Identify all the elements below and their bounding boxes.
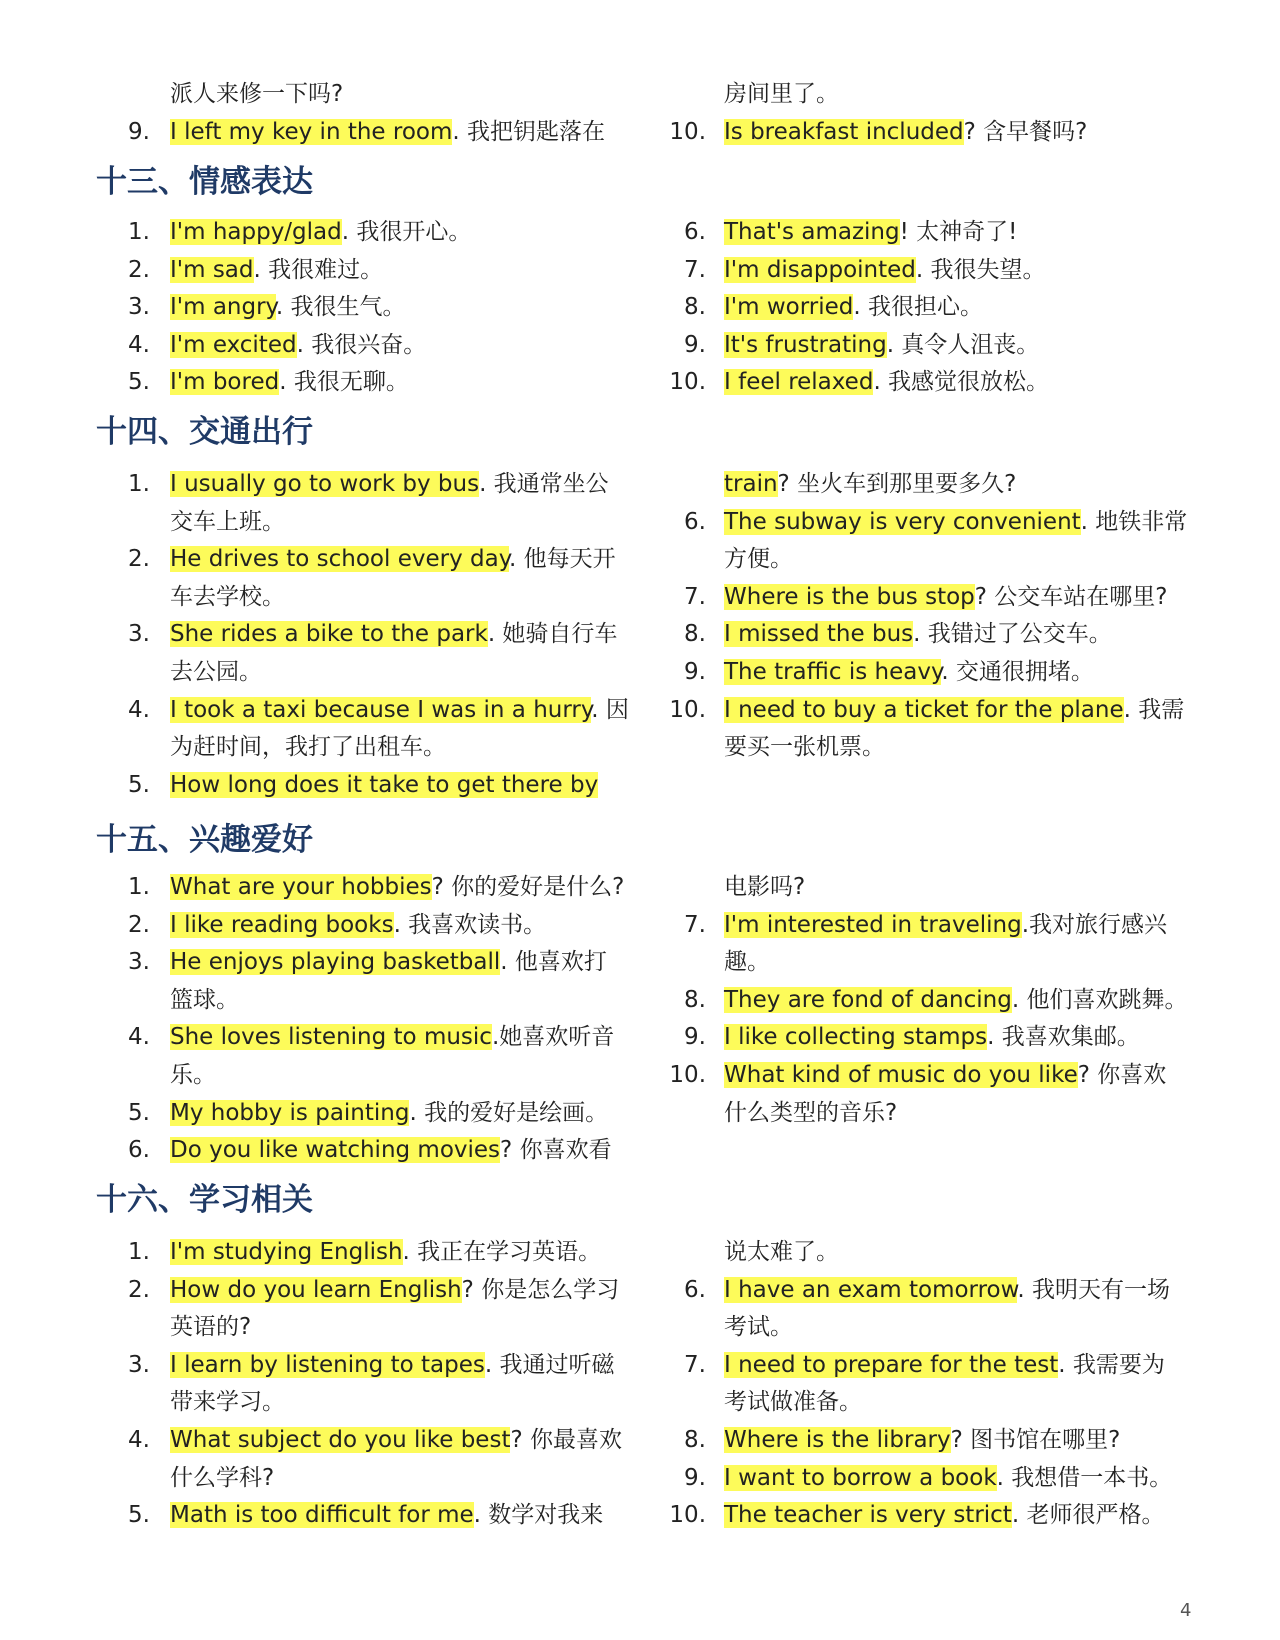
- item-number: 2.: [128, 1276, 150, 1303]
- sentence-line: [724, 76, 839, 112]
- sentence-line: [170, 982, 239, 1018]
- highlighted-english: I missed the bus: [724, 621, 914, 648]
- sentence-line: [724, 1347, 1165, 1383]
- sentence-line: [170, 1309, 251, 1345]
- highlighted-english: I have an exam tomorrow: [724, 1276, 1018, 1303]
- sentence-line: [170, 767, 598, 803]
- highlighted-english: I'm excited: [170, 331, 297, 358]
- sentence-line: [170, 579, 285, 615]
- highlighted-english: I feel relaxed: [724, 369, 874, 396]
- chinese-translation: ? 坐火车到那里要多久?: [777, 471, 1017, 497]
- chinese-translation: 篮球。: [170, 986, 239, 1013]
- item-number: 6.: [684, 1276, 706, 1303]
- chinese-translation: . 我喜欢读书。: [393, 911, 547, 938]
- highlighted-english: I took a taxi because I was in a hurry: [170, 696, 592, 723]
- item-number: 3.: [128, 949, 150, 976]
- chinese-translation: . 我感觉很放松。: [873, 369, 1050, 396]
- chinese-translation: 要买一张机票。: [724, 734, 885, 761]
- highlighted-english: I left my key in the room: [170, 118, 453, 145]
- item-number: 5.: [128, 1502, 150, 1529]
- section-heading: 十五、兴趣爱好: [96, 822, 313, 858]
- item-number: 1.: [128, 874, 150, 900]
- chinese-translation: 英语的?: [170, 1314, 252, 1341]
- sentence-line: [724, 1309, 793, 1345]
- sentence-line: [724, 541, 793, 577]
- chinese-translation: 为赶时间，我打了出租车。: [170, 734, 446, 761]
- highlighted-english: Do you like watching movies: [170, 1137, 501, 1164]
- chinese-translation: . 他每天开: [509, 546, 616, 573]
- sentence-line: [170, 944, 607, 980]
- chinese-translation: . 我很担心。: [853, 294, 983, 321]
- chinese-translation: 考试。: [724, 1314, 793, 1341]
- chinese-translation: ? 你的爱好是什么?: [431, 874, 625, 900]
- item-number: 4.: [128, 696, 150, 723]
- sentence-line: [724, 692, 1184, 728]
- chinese-translation: 带来学习。: [170, 1389, 285, 1416]
- highlighted-english: How long does it take to get there by: [170, 771, 599, 798]
- item-number: 9.: [684, 659, 706, 685]
- highlighted-english: Where is the library: [724, 1427, 951, 1453]
- highlighted-english: I need to prepare for the test: [724, 1351, 1059, 1378]
- chinese-translation: 乐。: [170, 1062, 216, 1088]
- sentence-line: [170, 541, 616, 577]
- item-number: 6.: [128, 1137, 150, 1164]
- chinese-translation: 电影吗?: [724, 874, 806, 900]
- chinese-translation: . 我错过了公交车。: [913, 621, 1112, 648]
- sentence-line: [724, 252, 1046, 288]
- chinese-translation: 车去学校。: [170, 583, 285, 610]
- chinese-translation: . 我需: [1123, 696, 1185, 723]
- sentence-line: [170, 616, 617, 652]
- sentence-line: [724, 1019, 1140, 1055]
- page-number: 4: [1180, 1600, 1192, 1621]
- item-number: 3.: [128, 621, 150, 648]
- sentence-line: [170, 289, 406, 325]
- sentence-line: [170, 214, 471, 250]
- chinese-translation: . 我把钥匙落在: [452, 118, 606, 145]
- sentence-line: [170, 869, 624, 905]
- sentence-line: [170, 1497, 603, 1533]
- item-number: 4.: [128, 331, 150, 358]
- sentence-line: [724, 364, 1049, 400]
- item-number: 7.: [684, 1351, 706, 1378]
- section-heading: 十四、交通出行: [96, 414, 313, 450]
- chinese-translation: . 我很无聊。: [279, 369, 409, 396]
- sentence-line: [724, 289, 983, 325]
- sentence-line: [170, 364, 409, 400]
- sentence-line: [170, 1384, 285, 1420]
- chinese-translation: ? 含早餐吗?: [963, 118, 1088, 145]
- item-number: 9.: [684, 1024, 706, 1051]
- highlighted-english: He drives to school every day: [170, 546, 510, 573]
- item-number: 1.: [128, 1239, 150, 1265]
- chinese-translation: . 他们喜欢跳舞。: [1011, 986, 1188, 1013]
- item-number: 10.: [669, 118, 706, 145]
- chinese-translation: . 我想借一本书。: [996, 1464, 1173, 1491]
- item-number: 4.: [128, 1427, 150, 1453]
- item-number: 10.: [669, 369, 706, 396]
- item-number: 8.: [684, 986, 706, 1013]
- highlighted-english: The teacher is very strict: [724, 1502, 1012, 1529]
- highlighted-english: What are your hobbies: [170, 874, 432, 900]
- chinese-translation: 方便。: [724, 546, 793, 573]
- chinese-translation: . 我明天有一场: [1017, 1276, 1170, 1303]
- item-number: 9.: [128, 118, 150, 145]
- sentence-line: [170, 907, 546, 943]
- item-number: 7.: [684, 583, 706, 610]
- item-number: 6.: [684, 219, 706, 245]
- sentence-line: [724, 1234, 839, 1270]
- item-number: 8.: [684, 621, 706, 648]
- highlighted-english: Is breakfast included: [724, 118, 964, 145]
- chinese-translation: . 交通很拥堵。: [941, 659, 1094, 685]
- highlighted-english: I'm happy/glad: [170, 219, 342, 245]
- sentence-line: [170, 1234, 601, 1270]
- sentence-line: [170, 114, 605, 150]
- item-number: 2.: [128, 546, 150, 573]
- sentence-line: [724, 466, 1016, 502]
- chinese-translation: . 我的爱好是绘画。: [409, 1099, 609, 1126]
- chinese-translation: 交车上班。: [170, 508, 285, 535]
- sentence-line: [170, 252, 383, 288]
- chinese-translation: ? 你喜欢看: [500, 1137, 612, 1164]
- highlighted-english: I'm disappointed: [724, 256, 916, 283]
- chinese-translation: . 地铁非常: [1080, 508, 1188, 535]
- highlighted-english: Math is too difficult for me: [170, 1502, 474, 1529]
- sentence-line: [170, 729, 446, 765]
- highlighted-english: train: [724, 471, 778, 497]
- sentence-line: [724, 1272, 1170, 1308]
- sentence-line: [170, 1095, 608, 1131]
- highlighted-english: I'm bored: [170, 369, 280, 396]
- item-number: 2.: [128, 911, 150, 938]
- sentence-line: [724, 907, 1167, 943]
- highlighted-english: I learn by listening to tapes: [170, 1351, 485, 1378]
- item-number: 3.: [128, 1351, 150, 1378]
- sentence-line: [724, 1497, 1164, 1533]
- chinese-translation: . 她骑自行车: [487, 621, 618, 648]
- sentence-line: [724, 1057, 1166, 1093]
- chinese-translation: . 我很开心。: [341, 219, 472, 245]
- highlighted-english: The subway is very convenient: [724, 508, 1081, 535]
- highlighted-english: That's amazing: [724, 219, 900, 245]
- item-number: 9.: [684, 331, 706, 358]
- highlighted-english: I like reading books: [170, 911, 394, 938]
- chinese-translation: 去公园。: [170, 659, 262, 685]
- chinese-translation: . 他喜欢打: [500, 949, 607, 976]
- sentence-line: [724, 1095, 897, 1131]
- highlighted-english: I want to borrow a book: [724, 1464, 997, 1491]
- sentence-line: [170, 692, 629, 728]
- sentence-line: [170, 654, 262, 690]
- item-number: 6.: [684, 508, 706, 535]
- sentence-line: [724, 982, 1187, 1018]
- chinese-translation: . 我很生气。: [275, 294, 406, 321]
- sentence-line: [170, 1057, 216, 1093]
- chinese-translation: . 我很难过。: [253, 256, 384, 283]
- item-number: 5.: [128, 1099, 150, 1126]
- highlighted-english: Where is the bus stop: [724, 583, 975, 610]
- section-heading: 十六、学习相关: [96, 1182, 313, 1218]
- chinese-translation: 说太难了。: [724, 1239, 839, 1265]
- sentence-line: [724, 1460, 1172, 1496]
- sentence-line: [170, 1460, 274, 1496]
- highlighted-english: What kind of music do you like: [724, 1062, 1078, 1088]
- sentence-line: [724, 327, 1039, 363]
- chinese-translation: .她喜欢听音: [491, 1024, 615, 1051]
- sentence-line: [724, 1384, 862, 1420]
- highlighted-english: How do you learn English: [170, 1276, 462, 1303]
- sentence-line: [724, 654, 1094, 690]
- highlighted-english: I'm angry: [170, 294, 276, 321]
- sentence-line: [170, 1132, 612, 1168]
- highlighted-english: I'm interested in traveling: [724, 911, 1022, 938]
- highlighted-english: I'm sad: [170, 256, 254, 283]
- item-number: 2.: [128, 256, 150, 283]
- chinese-translation: ! 太神奇了!: [899, 219, 1018, 245]
- section-heading: 十三、情感表达: [96, 164, 313, 200]
- sentence-line: [724, 869, 805, 905]
- highlighted-english: She rides a bike to the park: [170, 621, 488, 648]
- item-number: 7.: [684, 256, 706, 283]
- chinese-translation: . 我正在学习英语。: [402, 1239, 602, 1265]
- highlighted-english: It's frustrating: [724, 331, 887, 358]
- item-number: 1.: [128, 471, 150, 497]
- item-number: 9.: [684, 1464, 706, 1491]
- chinese-translation: 什么类型的音乐?: [724, 1099, 898, 1126]
- item-number: 4.: [128, 1024, 150, 1051]
- chinese-translation: . 我通过听磁: [484, 1351, 615, 1378]
- sentence-line: [724, 616, 1112, 652]
- sentence-line: [170, 466, 609, 502]
- sentence-line: [724, 579, 1168, 615]
- sentence-line: [170, 1019, 614, 1055]
- chinese-translation: ? 图书馆在哪里?: [950, 1427, 1121, 1453]
- chinese-translation: ? 公交车站在哪里?: [974, 583, 1168, 610]
- sentence-line: [170, 504, 285, 540]
- highlighted-english: I'm worried: [724, 294, 854, 321]
- item-number: 10.: [669, 1062, 706, 1088]
- chinese-translation: 派人来修一下吗?: [170, 81, 344, 107]
- sentence-line: [170, 1272, 619, 1308]
- item-number: 8.: [684, 294, 706, 321]
- chinese-translation: . 数学对我来: [473, 1502, 604, 1529]
- highlighted-english: She loves listening to music: [170, 1024, 492, 1051]
- highlighted-english: They are fond of dancing: [724, 986, 1012, 1013]
- chinese-translation: .我对旅行感兴: [1021, 911, 1167, 938]
- chinese-translation: . 我喜欢集邮。: [987, 1024, 1140, 1051]
- item-number: 10.: [669, 1502, 706, 1529]
- highlighted-english: The traffic is heavy: [724, 659, 942, 685]
- chinese-translation: . 因: [591, 696, 629, 723]
- highlighted-english: My hobby is painting: [170, 1099, 410, 1126]
- chinese-translation: . 老师很严格。: [1011, 1502, 1165, 1529]
- item-number: 5.: [128, 369, 150, 396]
- sentence-line: [724, 214, 1017, 250]
- chinese-translation: . 我很兴奋。: [296, 331, 427, 358]
- highlighted-english: I like collecting stamps: [724, 1024, 988, 1051]
- highlighted-english: I usually go to work by bus: [170, 471, 480, 497]
- highlighted-english: I'm studying English: [170, 1239, 403, 1265]
- item-number: 5.: [128, 771, 150, 798]
- item-number: 3.: [128, 294, 150, 321]
- chinese-translation: 考试做准备。: [724, 1389, 862, 1416]
- item-number: 8.: [684, 1427, 706, 1453]
- chinese-translation: ? 你是怎么学习: [461, 1276, 620, 1303]
- sentence-line: [170, 1422, 622, 1458]
- chinese-translation: 趣。: [724, 949, 770, 976]
- chinese-translation: . 真令人沮丧。: [886, 331, 1040, 358]
- highlighted-english: He enjoys playing basketball: [170, 949, 501, 976]
- item-number: 7.: [684, 911, 706, 938]
- sentence-line: [724, 729, 885, 765]
- sentence-line: [724, 114, 1087, 150]
- highlighted-english: What subject do you like best: [170, 1427, 511, 1453]
- sentence-line: [170, 1347, 614, 1383]
- chinese-translation: ? 你最喜欢: [510, 1427, 622, 1453]
- chinese-translation: 什么学科?: [170, 1464, 275, 1491]
- sentence-line: [724, 504, 1187, 540]
- chinese-translation: . 我通常坐公: [479, 471, 609, 497]
- sentence-line: [170, 76, 343, 112]
- sentence-line: [724, 1422, 1120, 1458]
- sentence-line: [724, 944, 770, 980]
- chinese-translation: . 我很失望。: [915, 256, 1046, 283]
- item-number: 10.: [669, 696, 706, 723]
- highlighted-english: I need to buy a ticket for the plane: [724, 696, 1124, 723]
- chinese-translation: . 我需要为: [1058, 1351, 1165, 1378]
- chinese-translation: 房间里了。: [724, 81, 839, 107]
- item-number: 1.: [128, 219, 150, 245]
- sentence-line: [170, 327, 426, 363]
- chinese-translation: ? 你喜欢: [1077, 1062, 1167, 1088]
